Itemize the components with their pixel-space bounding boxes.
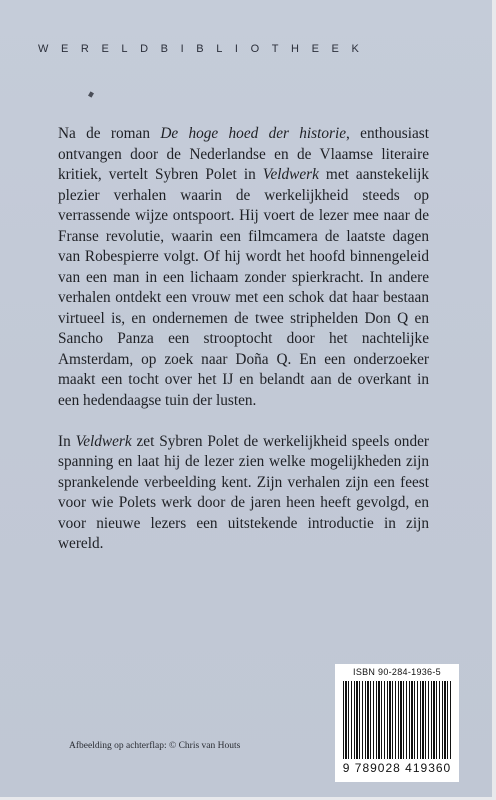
ean-digits: 9 789028 419360 xyxy=(342,761,452,775)
book-title-repeat: Veldwerk xyxy=(75,432,132,450)
print-speck xyxy=(88,91,94,97)
blurb-p1-a: , enthousiast ontvangen door de Nederlandse en de Vlaamse literaire kritiek, vertelt Sybren Polet in xyxy=(58,125,430,183)
image-credit: Afbeelding op achterflap: © Chris van Houts xyxy=(69,741,241,751)
blurb-p2-intro: In xyxy=(58,432,76,450)
book-title-previous: De hoge hoed der historie xyxy=(160,125,347,142)
blurb-p1-intro: Na de roman xyxy=(58,125,161,142)
blurb-paragraph-2 xyxy=(58,432,429,555)
barcode-bars xyxy=(343,681,451,759)
series-name: WERELDBIBLIOTHEEK xyxy=(38,43,372,55)
barcode-label xyxy=(335,664,459,782)
blurb-p1-b: met aanstekelijk plezier verhalen waarin de werkelijkheid steeds op verrassende wijze ontspoort. Hij voert de lezer mee naar de Franse revolutie, waarin een filmcamera de laatste dagen van Robespierre volgt. Of hij wordt het hoofd binnengeleid van een man in een lichaam zonder spierkracht. In andere verhalen ontdekt een vrouw met een schok dat haar bestaan virtueel is, en ondernemen de twee striphelden Don Q en Sancho Panza een strooptocht door het nachtelijke Amsterdam, op zoek naar Doña Q. En een onderzoeker maakt een tocht over het IJ en belandt aan de overkant in een hedendaagse tuin der lusten. xyxy=(58,166,429,409)
blurb-p2-rest: zet Sybren Polet de werkelijkheid speels onder spanning en laat hij de lezer zien welke mogelijkheden zijn sprankelende verbeelding kent. Zijn verhalen zijn een feest voor wie Polets werk door de jaren heen heeft gevolgd, en voor nieuwe lezers een uitstekende introductie in zijn wereld. xyxy=(58,432,429,552)
blurb-paragraph-1 xyxy=(58,124,429,411)
book-title: Veldwerk xyxy=(262,166,319,183)
isbn-number: ISBN 90-284-1936-5 xyxy=(353,667,441,677)
blurb-text xyxy=(58,124,429,575)
